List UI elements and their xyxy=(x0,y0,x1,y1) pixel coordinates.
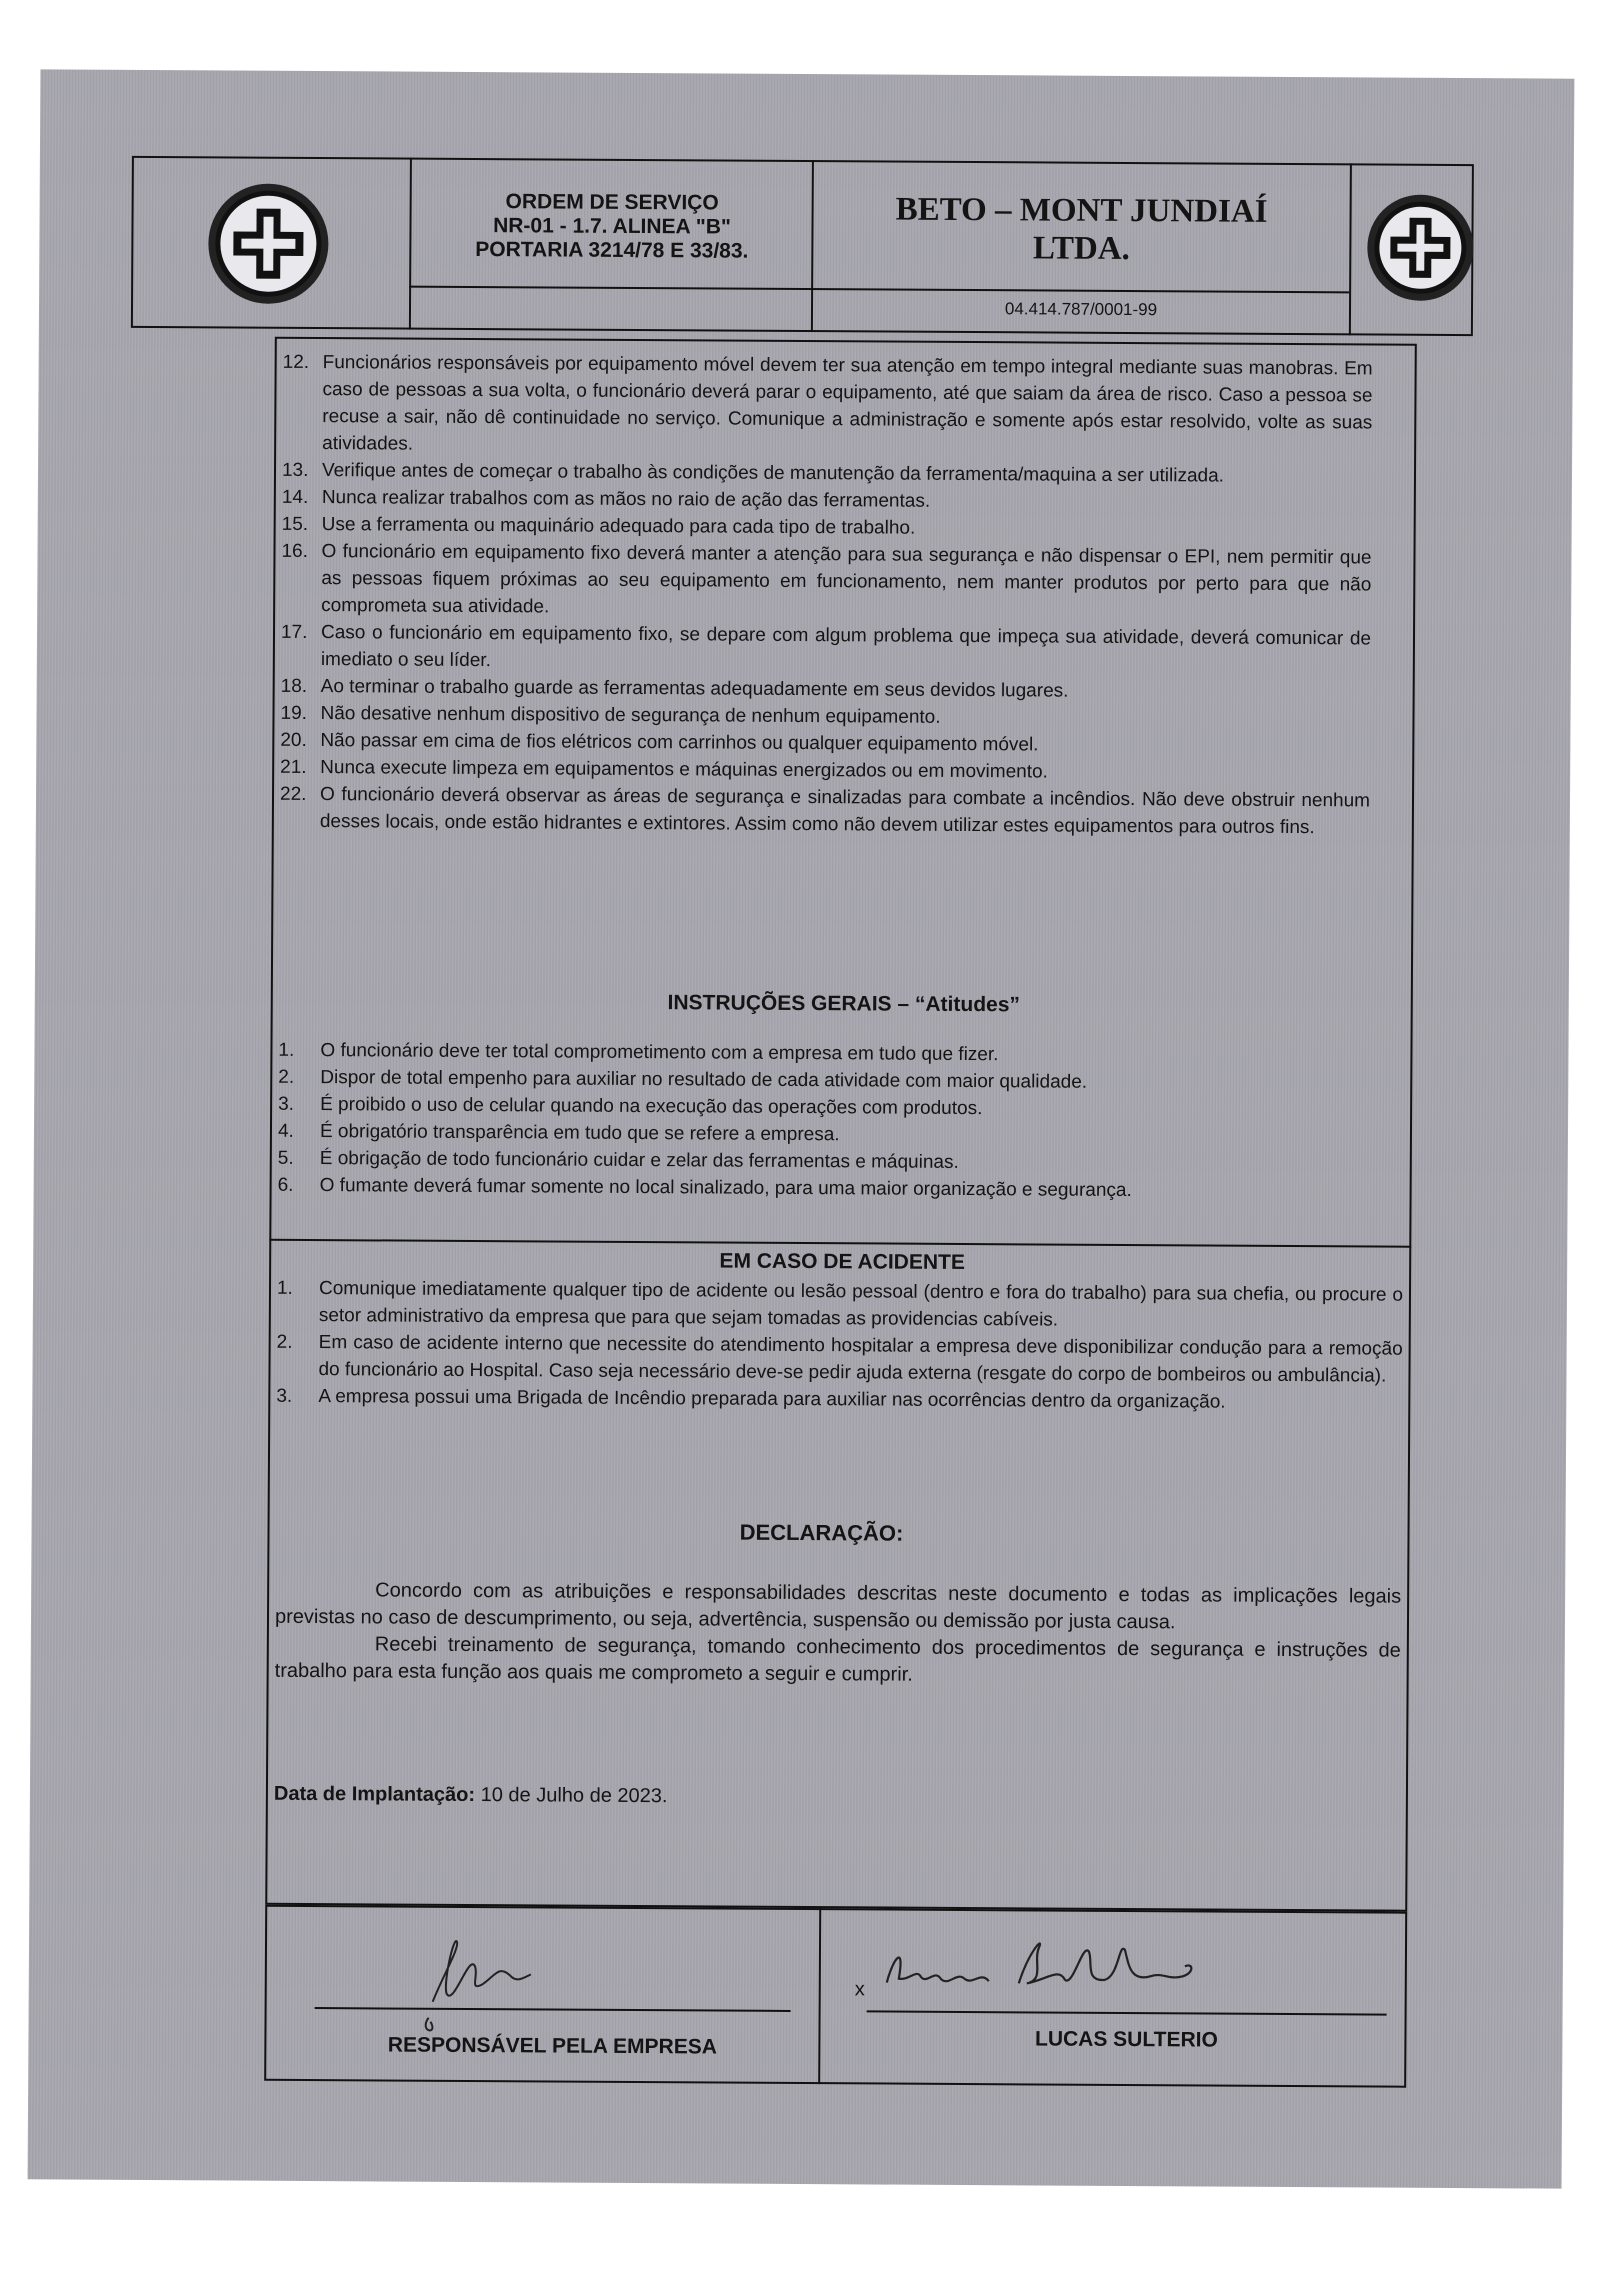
item-text: Nunca realizar trabalhos com as mãos no raio de ação das ferramentas. xyxy=(321,487,931,512)
rules-section xyxy=(280,349,1373,842)
item-text: Nunca execute limpeza em equipamentos e máquinas energizados ou em movimento. xyxy=(320,757,1048,783)
list-item xyxy=(282,349,1373,464)
safety-cross-logo-left xyxy=(215,190,322,297)
safety-cross-logo-right xyxy=(1374,201,1467,294)
list-item xyxy=(281,538,1371,626)
implementation-date-value: 10 de Julho de 2023. xyxy=(480,1784,668,1808)
item-text: É proibido o uso de celular quando na execução das operações com produtos. xyxy=(320,1094,983,1120)
company-cnpj: 04.414.787/0001-99 xyxy=(1004,299,1158,320)
item-number: 2. xyxy=(278,1066,295,1088)
item-number: 2. xyxy=(276,1331,293,1353)
accident-list xyxy=(276,1275,1403,1417)
declaration-paragraph-1: Concordo com as atribuições e responsabilidades descritas neste documento e todas as implicações legais previstas no caso de descumprimento, ou seja, advertência, suspensão ou demissão por justa causa. xyxy=(274,1579,1402,1634)
item-number: 5. xyxy=(277,1147,294,1169)
item-text: Caso o funcionário em equipamento fixo, se depare com algum problema que impeça sua atividade, deverá comunicar de imediato o seu líder. xyxy=(320,622,1372,672)
item-text: É obrigação de todo funcionário cuidar e zelar das ferramentas e máquinas. xyxy=(319,1148,959,1173)
item-number: 15. xyxy=(281,513,309,535)
item-number: 19. xyxy=(280,702,308,724)
item-number: 18. xyxy=(280,675,308,697)
item-text: Funcionários responsáveis por equipamento móvel devem ter sua atenção em tempo integral mediante suas manobras. Em caso de pessoas a sua volta, o funcionário deverá parar o equipamento, até que saiam da área de risco. Caso a pessoa se recuse a sair, não dê continuidade no serviço. Comunique a administração e somente após estar resolvido, volte as suas atividades. xyxy=(322,352,1373,455)
general-list xyxy=(278,1037,1405,1206)
declaration-title: DECLARAÇÃO: xyxy=(739,1519,904,1546)
item-text: O funcionário deverá observar as áreas de segurança e sinalizadas para combate a incêndios. Não deve obstruir nenhum desses locais, onde estão hidrantes e extintores. Assim como não devem utilizar estes equipamentos para outros fins. xyxy=(319,784,1371,839)
item-text: Não desative nenhum dispositivo de segurança de nenhum equipamento. xyxy=(320,703,941,728)
item-text: Ao terminar o trabalho guarde as ferramentas adequadamente em seus devidos lugares. xyxy=(320,676,1069,702)
item-number: 4. xyxy=(277,1120,294,1142)
implementation-date-label: Data de Implantação: xyxy=(273,1782,476,1807)
item-text: O fumante deverá fumar somente no local sinalizado, para uma maior organização e segurança. xyxy=(319,1175,1132,1202)
document-sheet xyxy=(28,69,1575,2188)
item-text: É obrigatório transparência em tudo que se refere a empresa. xyxy=(319,1121,840,1146)
item-number: 14. xyxy=(281,486,309,508)
item-number: 3. xyxy=(278,1093,295,1115)
item-text: Não passar em cima de fios elétricos com carrinhos ou qualquer equipamento móvel. xyxy=(320,730,1039,756)
item-number: 3. xyxy=(276,1385,293,1407)
signature-x-mark: x xyxy=(854,1978,865,2001)
general-instructions-title: INSTRUÇÕES GERAIS – “Atitudes” xyxy=(667,991,1021,1017)
company-name: BETO – MONT JUNDIAÍ LTDA. xyxy=(895,191,1268,267)
item-number: 22. xyxy=(279,783,307,805)
item-text: Dispor de total empenho para auxiliar no resultado de cada atividade com maior qualidade. xyxy=(320,1067,1088,1093)
item-text: O funcionário deve ter total comprometimento com a empresa em tudo que fizer. xyxy=(320,1040,999,1066)
item-number: 16. xyxy=(281,540,309,562)
item-text: Verifique antes de começar o trabalho às condições de manutenção da ferramenta/maquina a ser utilizada. xyxy=(321,460,1225,487)
list-item xyxy=(281,619,1371,680)
item-number: 21. xyxy=(280,756,307,778)
company-signature xyxy=(398,1914,559,2045)
item-number: 13. xyxy=(281,459,309,481)
item-number: 12. xyxy=(282,351,310,373)
implementation-date xyxy=(274,1783,1074,1811)
item-text: Use a ferramenta ou maquinário adequado para cada tipo de trabalho. xyxy=(321,514,916,539)
rules-list xyxy=(280,349,1373,842)
declaration-text xyxy=(275,1577,1402,1692)
company-responsible-label: RESPONSÁVEL PELA EMPRESA xyxy=(387,2033,717,2059)
item-text: A empresa possui uma Brigada de Incêndio preparada para auxiliar nas ocorrências dentro da organização. xyxy=(318,1386,1226,1413)
list-item xyxy=(276,1329,1402,1390)
item-number: 1. xyxy=(278,1039,295,1061)
general-section xyxy=(278,1037,1405,1206)
item-text: Comunique imediatamente qualquer tipo de acidente ou lesão pessoal (dentro e fora do trabalho) para sua chefia, ou procure o setor administrativo da empresa que para que sejam tomadas as providencias cabíveis. xyxy=(318,1278,1404,1331)
list-item xyxy=(277,1275,1403,1336)
item-number: 1. xyxy=(276,1277,293,1299)
accident-title: EM CASO DE ACIDENTE xyxy=(719,1249,965,1275)
order-of-service-title: ORDEM DE SERVIÇO NR-01 - 1.7. ALINEA "B" PORTARIA 3214/78 E 33/83. xyxy=(475,190,749,263)
item-text: O funcionário em equipamento fixo deverá manter a atenção para sua segurança e não dispensar o EPI, nem permitir que as pessoas fiquem próximas ao seu equipamento em funcionamento, nem manter produtos por perto para que não comprometa sua atividade. xyxy=(321,541,1372,618)
item-number: 6. xyxy=(277,1174,294,1196)
item-text: Em caso de acidente interno que necessite do atendimento hospitalar a empresa deve disponibilizar condução para a remoção do funcionário ao Hospital. Caso seja necessário deve-se pedir ajuda externa (resgate do corpo de bombeiros ou ambulância). xyxy=(318,1332,1403,1387)
accident-section xyxy=(276,1275,1403,1417)
item-number: 20. xyxy=(280,729,307,751)
declaration-paragraph-2: Recebi treinamento de segurança, tomando conhecimento dos procedimentos de segurança e instruções de trabalho para esta função aos quais me comprometo a seguir e cumprir. xyxy=(274,1633,1401,1686)
employee-signature xyxy=(869,1920,1230,2012)
employee-name-label: LUCAS SULTERIO xyxy=(1034,2027,1218,2052)
item-number: 17. xyxy=(280,621,308,643)
list-item xyxy=(280,781,1370,842)
